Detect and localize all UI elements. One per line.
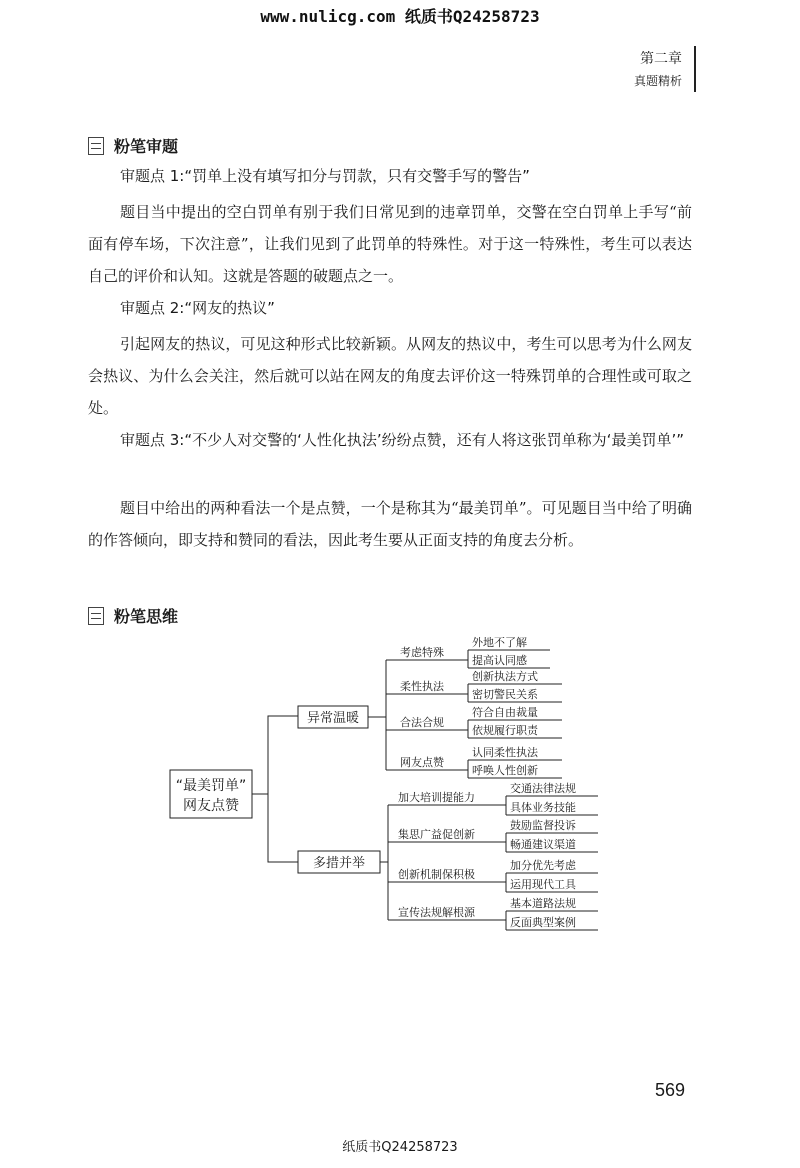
branch-b-label: 多措并举	[312, 856, 366, 871]
section-title-review: 粉笔审题	[114, 137, 179, 156]
section-icon	[88, 137, 104, 155]
review-paragraph-1: 题目当中提出的空白罚单有别于我们日常见到的违章罚单，交警在空白罚单上手写“前面有停车场，下次注意”，让我们见到了此罚单的特殊性。对于这一特殊性，考生可以表达自己的评价和认知。这就是答题的破题点之一。	[88, 203, 692, 285]
a3-leaf-1: 符合自由裁量	[472, 706, 538, 719]
watermark-bottom: 纸质书Q24258723	[342, 1140, 458, 1155]
a2-leaf-1: 创新执法方式	[472, 670, 538, 683]
b2-leaf-2: 畅通建议渠道	[510, 838, 576, 851]
a-child-1: 考虑特殊	[400, 646, 444, 659]
a1-leaf-2: 提高认同感	[472, 654, 527, 667]
b4-leaf-2: 反面典型案例	[510, 916, 576, 929]
review-point-3: 审题点 3:“不少人对交警的‘人性化执法’纷纷点赞，还有人将这张罚单称为‘最美罚单’”	[120, 431, 684, 449]
b2-leaf-1: 鼓励监督投诉	[510, 819, 576, 832]
a2-leaf-2: 密切警民关系	[472, 688, 538, 701]
chapter-subtitle: 真题精析	[633, 74, 682, 88]
page-number: 569	[655, 1080, 686, 1100]
review-point-2: 审题点 2:“网友的热议”	[120, 299, 275, 317]
connector-a	[252, 716, 298, 794]
section-heading-review	[88, 134, 178, 157]
branch-a-label: 异常温暖	[306, 711, 360, 726]
section-title-thinking: 粉笔思维	[114, 607, 179, 626]
connector-b	[268, 794, 298, 862]
a4-leaf-2: 呼唤人性创新	[472, 764, 538, 777]
chapter-divider	[694, 46, 696, 92]
a1-leaf-1: 外地不了解	[472, 636, 527, 649]
b-child-4: 宣传法规解根源	[398, 906, 475, 919]
a-child-4: 网友点赞	[400, 756, 444, 769]
a-child-3: 合法合规	[400, 716, 444, 729]
review-point-1: 审题点 1:“罚单上没有填写扣分与罚款，只有交警手写的警告”	[120, 167, 530, 185]
mind-map	[150, 620, 620, 929]
watermark-top: www.nulicg.com 纸质书Q24258723	[260, 7, 540, 26]
review-paragraph-2: 引起网友的热议，可见这种形式比较新颖。从网友的热议中，考生可以思考为什么网友会热议、为什么会关注，然后就可以站在网友的角度去评价这一特殊罚单的合理性或可取之处。	[88, 335, 692, 417]
b3-leaf-1: 加分优先考虑	[510, 859, 576, 872]
b1-leaf-2: 具体业务技能	[510, 801, 576, 814]
a4-leaf-1: 认同柔性执法	[472, 746, 538, 759]
section-icon	[88, 607, 104, 625]
b-child-2: 集思广益促创新	[398, 828, 475, 841]
root-line-1: “最美罚单”	[175, 778, 247, 794]
b3-leaf-2: 运用现代工具	[510, 878, 576, 891]
a-child-2: 柔性执法	[400, 680, 444, 693]
chapter-label: 第二章	[640, 51, 682, 67]
review-paragraph-3: 题目中给出的两种看法一个是点赞，一个是称其为“最美罚单”。可见题目当中给了明确的作答倾向，即支持和赞同的看法，因此考生要从正面支持的角度去分析。	[88, 499, 692, 549]
b4-leaf-1: 基本道路法规	[510, 897, 576, 910]
a3-leaf-2: 依规履行职责	[472, 724, 538, 737]
b-child-1: 加大培训提能力	[398, 791, 475, 804]
root-line-2: 网友点赞	[183, 798, 239, 814]
b-child-3: 创新机制保积极	[398, 868, 475, 881]
b1-leaf-1: 交通法律法规	[510, 782, 576, 795]
